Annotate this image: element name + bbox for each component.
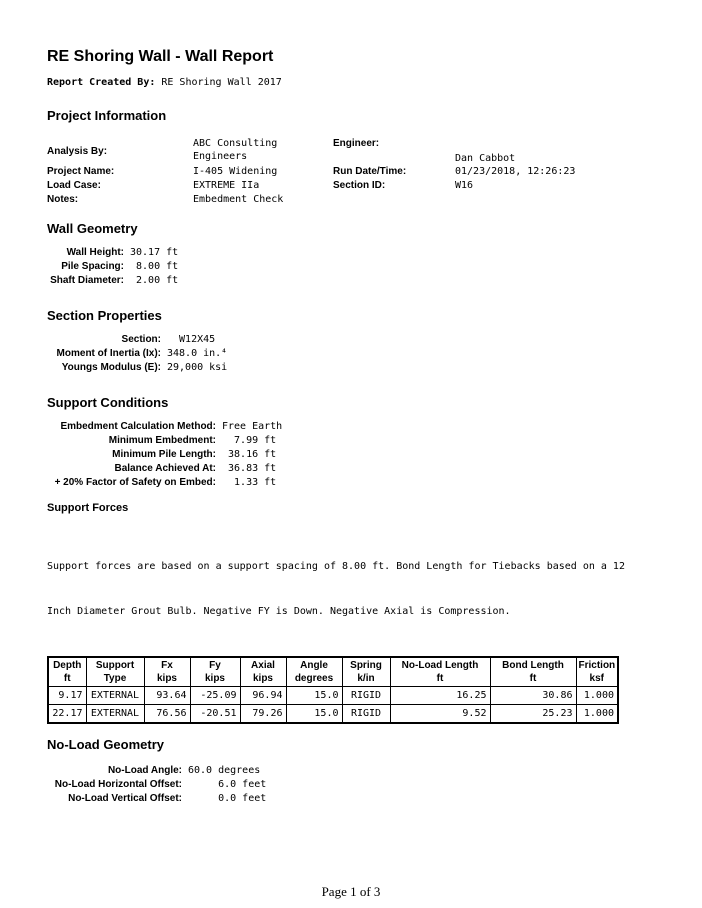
embedment-method-value: Free Earth (222, 421, 283, 432)
col-header-name: No-Load Length (401, 660, 479, 671)
wall-height-value: 30.17 ft (130, 247, 179, 258)
factor-of-safety-value: 1.33 ft (222, 477, 277, 488)
pile-spacing-label: Pile Spacing: (61, 261, 124, 272)
report-created-by (47, 78, 657, 88)
load-case-label: Load Case: (47, 180, 101, 191)
support-conditions-list (47, 420, 657, 490)
cell-fx: 93.64 (144, 687, 190, 705)
section-heading-no-load-geometry: No-Load Geometry (47, 737, 165, 752)
col-header-spring (342, 657, 390, 687)
no-load-angle-value: 60.0 degrees (188, 765, 261, 776)
cell-spring: RIGID (342, 705, 390, 724)
wall-height-label: Wall Height: (66, 247, 124, 258)
cell-spring: RIGID (342, 687, 390, 705)
support-forces-data-row (48, 705, 618, 724)
no-load-vertical-offset-label: No-Load Vertical Offset: (68, 793, 182, 804)
cell-angle: 15.0 (286, 687, 342, 705)
engineer-label: Engineer: (333, 138, 380, 149)
section-heading-section-properties: Section Properties (47, 308, 162, 323)
shaft-diameter-value: 2.00 ft (130, 275, 179, 286)
minimum-embedment-value: 7.99 ft (222, 435, 277, 446)
engineer-value: Dan Cabbot (455, 153, 516, 164)
run-datetime-value: 01/23/2018, 12:26:23 (455, 166, 576, 177)
empty-cell (455, 193, 655, 207)
cell-bond-length: 25.23 (490, 705, 576, 724)
section-heading-wall-geometry: Wall Geometry (47, 221, 138, 236)
cell-fy: -20.51 (190, 705, 240, 724)
col-header-unit: kips (252, 673, 273, 684)
cell-angle: 15.0 (286, 705, 342, 724)
col-header-name: Support (95, 660, 135, 671)
col-header-name: Spring (350, 660, 382, 671)
page-title: RE Shoring Wall - Wall Report (47, 48, 274, 65)
section-value: W12X45 (167, 334, 216, 345)
no-load-angle-label: No-Load Angle: (107, 765, 182, 776)
col-header-no-load-length (390, 657, 490, 687)
cell-bond-length: 30.86 (490, 687, 576, 705)
project-information-table (47, 137, 655, 207)
support-forces-header-row (48, 657, 618, 687)
col-header-friction (576, 657, 618, 687)
col-header-unit: ksf (589, 673, 604, 684)
project-name-label: Project Name: (47, 166, 115, 177)
project-info-row (47, 137, 655, 165)
col-header-axial (240, 657, 286, 687)
subsection-heading-support-forces: Support Forces (47, 502, 129, 514)
section-heading-project-information: Project Information (47, 108, 167, 123)
col-header-unit: k/in (357, 673, 375, 684)
no-load-vertical-offset-value: 0.0 feet (188, 793, 267, 804)
analysis-by-value: ABC Consulting Engineers (193, 138, 278, 162)
no-load-geometry-list (47, 764, 657, 806)
wall-geometry-list (47, 246, 657, 288)
minimum-pile-length-value: 38.16 ft (222, 449, 277, 460)
notes-value: Embedment Check (193, 194, 284, 205)
cell-no-load-length: 16.25 (390, 687, 490, 705)
load-case-value: EXTREME IIa (193, 180, 260, 191)
cell-fx: 76.56 (144, 705, 190, 724)
section-properties-list (47, 333, 657, 375)
col-header-unit: degrees (294, 673, 334, 684)
balance-achieved-value: 36.83 ft (222, 463, 277, 474)
moment-of-inertia-label: Moment of Inertia (Ix): (56, 348, 161, 359)
page-number-footer: Page 1 of 3 (321, 884, 381, 899)
col-header-name: Bond Length (502, 660, 564, 671)
project-name-value: I-405 Widening (193, 166, 278, 177)
col-header-bond-length (490, 657, 576, 687)
support-forces-data-row (48, 687, 618, 705)
col-header-unit: kips (204, 673, 225, 684)
report-created-by-label: Report Created By: (47, 77, 156, 88)
no-load-horizontal-offset-value: 6.0 feet (188, 779, 267, 790)
section-heading-support-conditions: Support Conditions (47, 395, 169, 410)
support-forces-table (47, 656, 619, 724)
factor-of-safety-label: + 20% Factor of Safety on Embed: (54, 477, 216, 488)
no-load-horizontal-offset-label: No-Load Horizontal Offset: (54, 779, 182, 790)
minimum-embedment-label: Minimum Embedment: (108, 435, 216, 446)
notes-label: Notes: (47, 194, 79, 205)
col-header-unit: ft (436, 673, 444, 684)
youngs-modulus-label: Youngs Modulus (E): (61, 362, 161, 373)
empty-cell (333, 193, 455, 207)
section-id-value: W16 (455, 180, 474, 191)
col-header-name: Axial (251, 660, 275, 671)
col-header-unit: Type (103, 673, 127, 684)
cell-depth: 22.17 (48, 705, 86, 724)
balance-achieved-label: Balance Achieved At: (114, 463, 216, 474)
project-info-row (47, 179, 655, 193)
cell-fy: -25.09 (190, 687, 240, 705)
shaft-diameter-label: Shaft Diameter: (50, 275, 124, 286)
project-info-row (47, 165, 655, 179)
col-header-unit: ft (63, 673, 71, 684)
support-forces-note-line2: Inch Diameter Grout Bulb. Negative FY is Down. Negative Axial is Compression. (47, 606, 511, 617)
col-header-name: Angle (300, 660, 328, 671)
report-created-by-value: RE Shoring Wall 2017 (161, 77, 282, 88)
col-header-depth (48, 657, 86, 687)
embedment-method-label: Embedment Calculation Method: (60, 421, 216, 432)
support-forces-note-line1: Support forces are based on a support spacing of 8.00 ft. Bond Length for Tiebacks based on a 12 (47, 561, 625, 572)
section-id-label: Section ID: (333, 180, 386, 191)
youngs-modulus-value: 29,000 ksi (167, 362, 228, 373)
cell-friction: 1.000 (576, 687, 618, 705)
col-header-name: Fy (209, 660, 221, 671)
col-header-fy (190, 657, 240, 687)
col-header-fx (144, 657, 190, 687)
cell-depth: 9.17 (48, 687, 86, 705)
minimum-pile-length-label: Minimum Pile Length: (112, 449, 216, 460)
cell-support-type: EXTERNAL (86, 687, 144, 705)
cell-friction: 1.000 (576, 705, 618, 724)
col-header-name: Friction (578, 660, 616, 671)
col-header-support-type (86, 657, 144, 687)
run-datetime-label: Run Date/Time: (333, 166, 407, 177)
col-header-angle (286, 657, 342, 687)
support-forces-note (47, 529, 657, 649)
col-header-name: Fx (161, 660, 173, 671)
col-header-name: Depth (53, 660, 82, 671)
cell-axial: 79.26 (240, 705, 286, 724)
col-header-unit: kips (156, 673, 177, 684)
cell-axial: 96.94 (240, 687, 286, 705)
pile-spacing-value: 8.00 ft (130, 261, 179, 272)
moment-of-inertia-value: 348.0 in.⁴ (167, 348, 228, 359)
cell-no-load-length: 9.52 (390, 705, 490, 724)
project-info-row (47, 193, 655, 207)
col-header-unit: ft (529, 673, 537, 684)
analysis-by-label: Analysis By: (47, 145, 108, 157)
cell-support-type: EXTERNAL (86, 705, 144, 724)
section-label: Section: (121, 334, 161, 345)
